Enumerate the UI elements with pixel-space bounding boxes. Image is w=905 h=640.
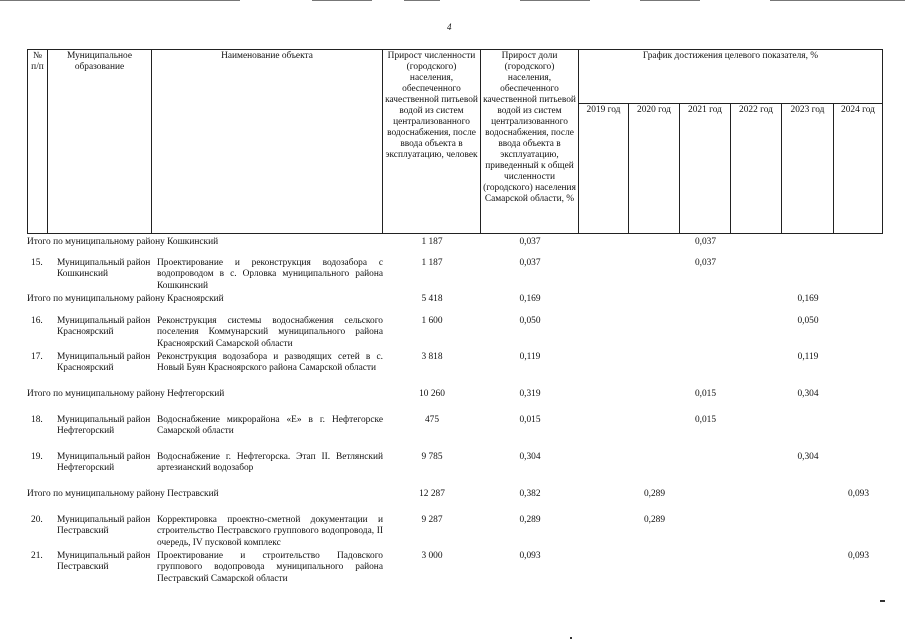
subtotal-2021: 0,037	[694, 237, 717, 247]
row-object-name: Водоснабжение г. Нефтегорска. Этап II. Ветлянский артезианский водозабор	[157, 452, 383, 474]
row-object-name: Реконструкция водозабора и разводящих сетей в с. Новый Буян Красноярского района Самарской области	[157, 352, 383, 374]
subtotal-label: Итого по муниципальному району Кошкинский	[27, 237, 219, 247]
subtotal-label: Итого по муниципальному району Красноярский	[27, 294, 224, 304]
header-year-2023: 2023 год	[782, 104, 834, 234]
subtotal-share: 0,037	[519, 237, 541, 247]
row-municipality: Муниципальный район Пестравский	[57, 551, 151, 573]
row-number: 17.	[31, 352, 43, 362]
header-population-growth: Прирост численности (городского) населения, обеспеченного качественной питьевой водой из систем централизованного водоснабжения, после ввода объекта в эксплуатацию, человек	[383, 50, 481, 234]
row-2021: 0,015	[694, 415, 717, 425]
row-population: 475	[424, 415, 440, 425]
row-population: 1 187	[421, 258, 443, 268]
header-year-2022: 2022 год	[731, 104, 782, 234]
subtotal-label: Итого по муниципальному району Нефтегорский	[27, 389, 225, 399]
row-share: 0,289	[519, 515, 541, 525]
row-municipality: Муниципальный район Красноярский	[57, 352, 151, 374]
subtotal-2023: 0,304	[797, 389, 819, 399]
row-municipality: Муниципальный район Нефтегорский	[57, 452, 151, 474]
row-population: 9 287	[421, 515, 443, 525]
header-year-2024: 2024 год	[834, 104, 883, 234]
row-share: 0,050	[519, 316, 541, 326]
header-year-2021: 2021 год	[680, 104, 731, 234]
row-object-name: Проектирование и реконструкция водозабора с водопроводом в с. Орловка муниципального района Кошкинский	[157, 258, 383, 291]
subtotal-population: 12 287	[419, 489, 445, 499]
row-municipality: Муниципальный район Красноярский	[57, 316, 151, 338]
row-share: 0,015	[519, 415, 541, 425]
row-2023: 0,304	[797, 452, 819, 462]
row-population: 1 600	[421, 316, 443, 326]
subtotal-label: Итого по муниципальному району Пестравский	[27, 489, 219, 499]
scan-speck	[880, 600, 885, 602]
row-number: 18.	[31, 415, 43, 425]
row-2024: 0,093	[847, 551, 870, 561]
row-number: 15.	[31, 258, 43, 268]
subtotal-2024: 0,093	[847, 489, 870, 499]
subtotal-2020: 0,289	[643, 489, 666, 499]
row-municipality: Муниципальный район Пестравский	[57, 515, 151, 537]
header-object-name: Наименование объекта	[152, 50, 383, 234]
row-2023: 0,050	[797, 316, 819, 326]
row-number: 20.	[31, 515, 43, 525]
row-population: 3 000	[421, 551, 443, 561]
row-population: 3 818	[421, 352, 443, 362]
subtotal-population: 1 187	[421, 237, 443, 247]
subtotal-share: 0,319	[519, 389, 541, 399]
header-year-2020: 2020 год	[629, 104, 680, 234]
header-municipality: Муниципальное образование	[48, 50, 152, 234]
subtotal-share: 0,169	[519, 294, 541, 304]
subtotal-population: 10 260	[419, 389, 445, 399]
header-share-growth: Прирост доли (городского) населения, обеспеченного качественной питьевой водой из систем централизованного водоснабжения, после ввода объекта в эксплуатацию, приведенный к общей численности (городского) населения Самарской области, %	[481, 50, 579, 234]
row-number: 19.	[31, 452, 43, 462]
row-share: 0,037	[519, 258, 541, 268]
row-object-name: Водоснабжение микрорайона «Е» в г. Нефтегорске Самарской области	[157, 415, 383, 437]
header-schedule: График достижения целевого показателя, %	[579, 50, 883, 104]
row-share: 0,304	[519, 452, 541, 462]
row-object-name: Реконструкция системы водоснабжения сельского поселения Коммунарский муниципального района Красноярский Самарской области	[157, 316, 383, 349]
subtotal-population: 5 418	[421, 294, 443, 304]
row-population: 9 785	[421, 452, 443, 462]
row-2023: 0,119	[797, 352, 819, 362]
row-municipality: Муниципальный район Нефтегорский	[57, 415, 151, 437]
scan-speck	[570, 637, 572, 639]
row-number: 21.	[31, 551, 43, 561]
row-share: 0,119	[519, 352, 541, 362]
row-share: 0,093	[519, 551, 541, 561]
row-number: 16.	[31, 316, 43, 326]
subtotal-2023: 0,169	[797, 294, 819, 304]
header-no: № п/п	[28, 50, 48, 234]
subtotal-share: 0,382	[519, 489, 541, 499]
row-municipality: Муниципальный район Кошкинский	[57, 258, 151, 280]
page-number: 4	[447, 22, 452, 32]
row-2020: 0,289	[643, 515, 666, 525]
header-year-2019: 2019 год	[579, 104, 629, 234]
row-object-name: Проектирование и строительство Падовского группового водопровода муниципального района Пестравский Самарской области	[157, 551, 383, 584]
row-2021: 0,037	[694, 258, 717, 268]
row-object-name: Корректировка проектно-сметной документации и строительство Пестравского группового водопровода, II очередь, IV пусковой комплекс	[157, 515, 383, 548]
subtotal-2021: 0,015	[694, 389, 717, 399]
